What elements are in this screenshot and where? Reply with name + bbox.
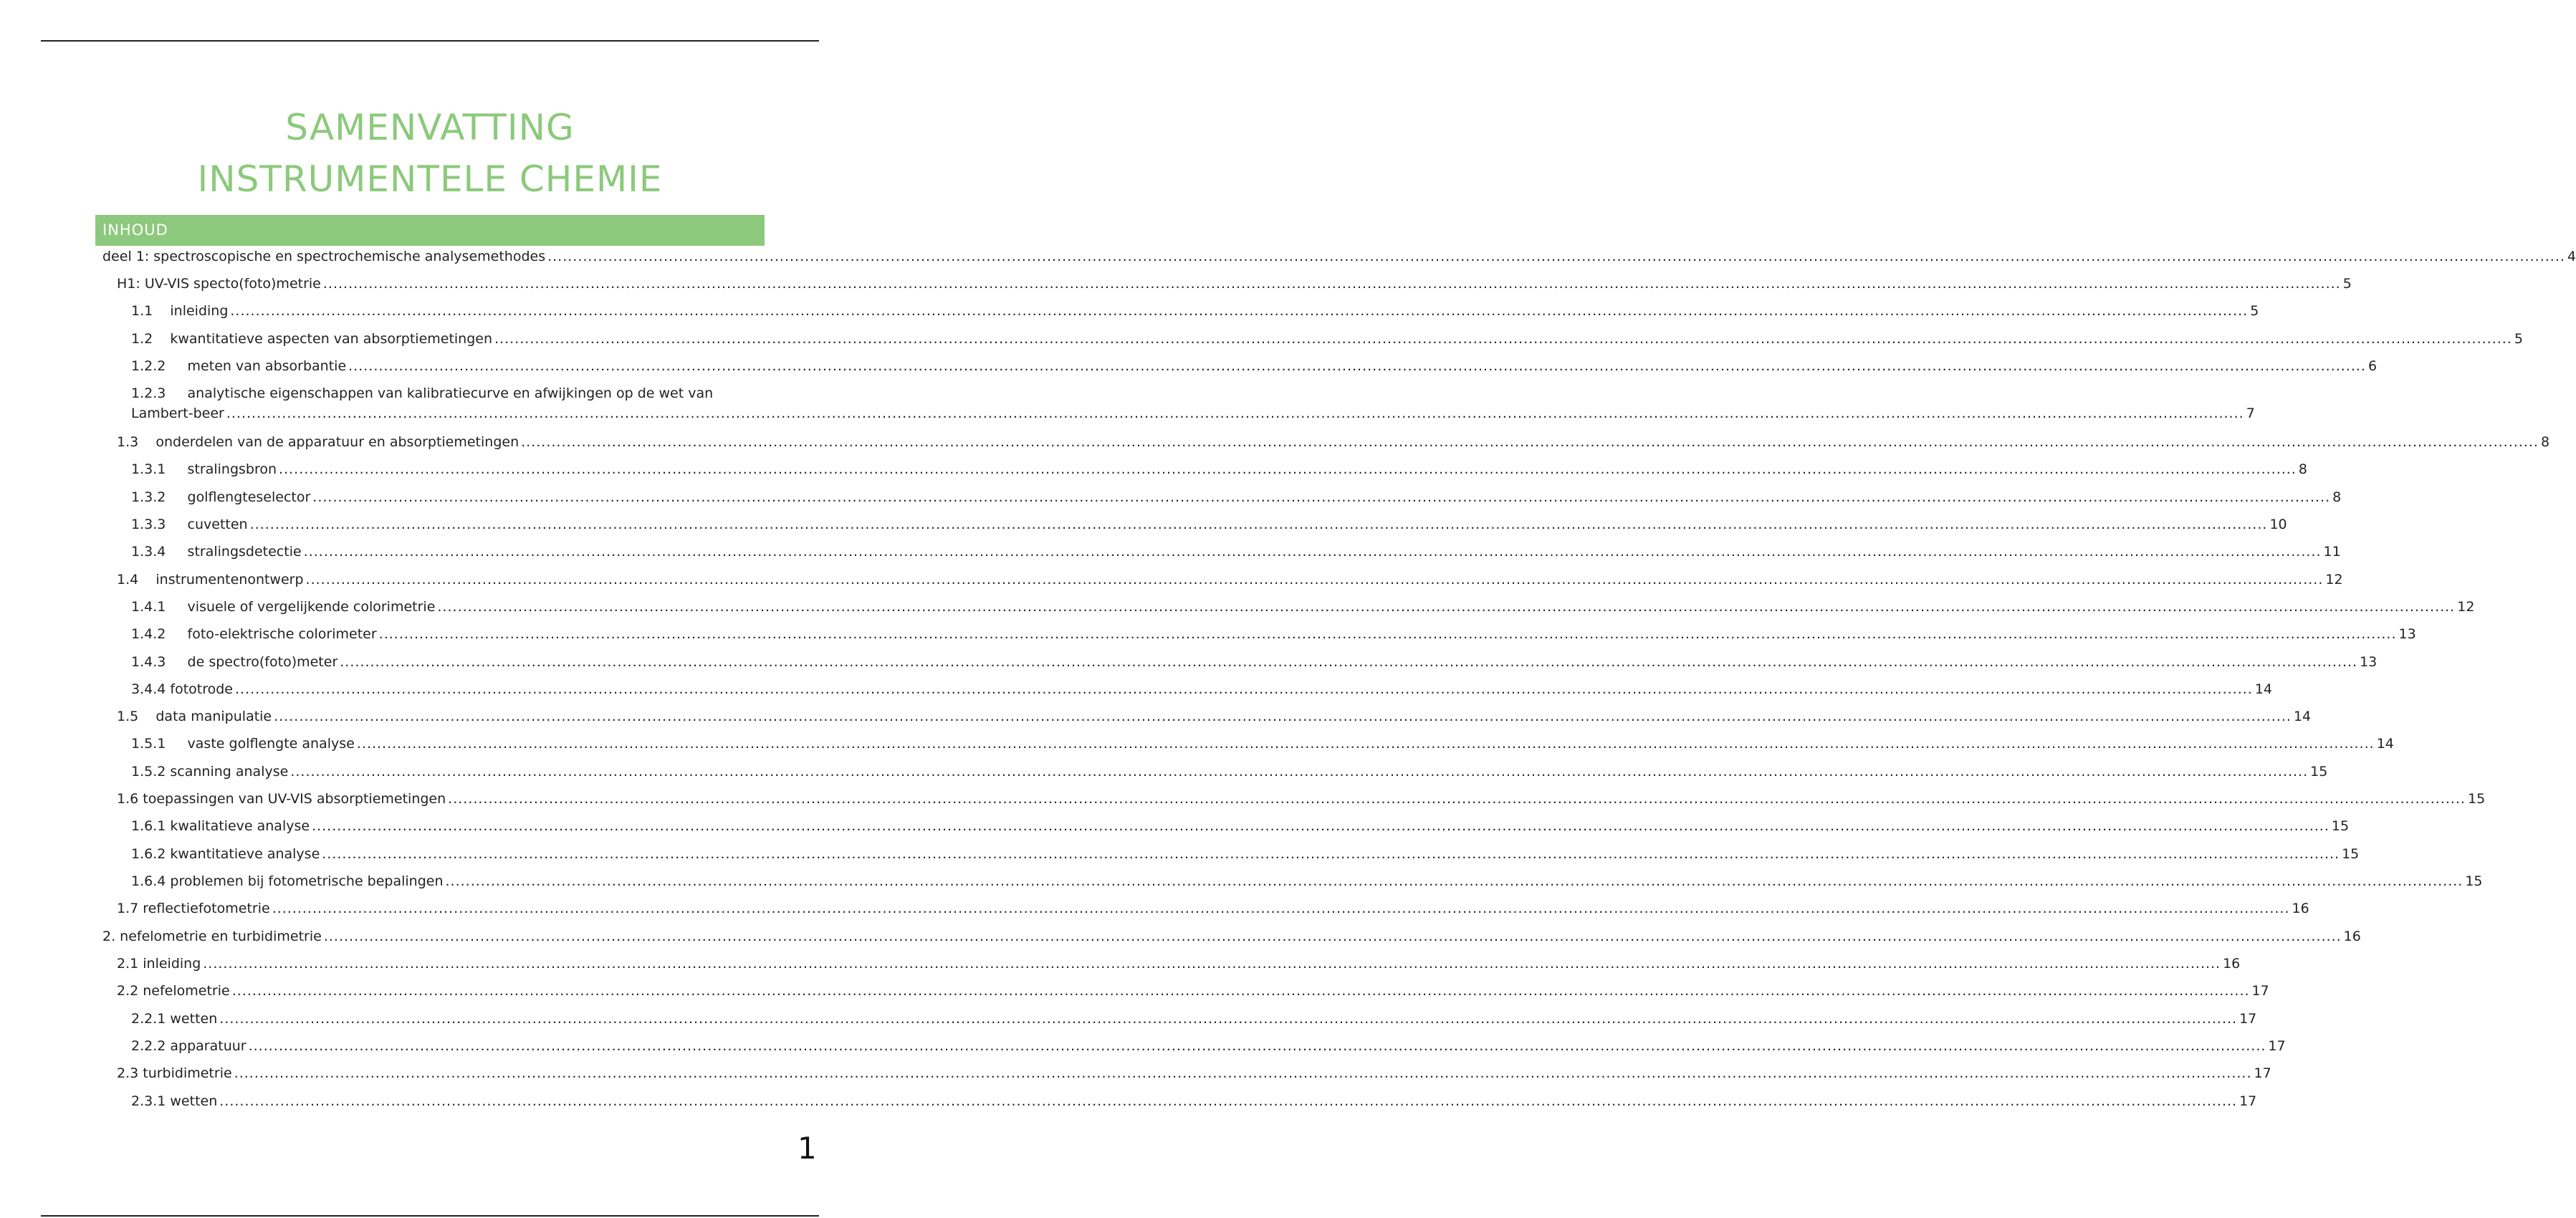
- toc-leader-dots: ................................................................................................................................................................................................................................................................................................................................................................................................................: [521, 434, 2539, 450]
- toc-entry-text: 2.1 inleiding: [117, 956, 201, 972]
- toc-page-number: 6: [2367, 358, 2378, 374]
- toc-entry-text: 3.4.4 fototrode: [131, 681, 233, 697]
- toc-entry[interactable]: [117, 1065, 2271, 1081]
- toc-leader-dots: ................................................................................................................................................................................................................................................................................................................................................................................................................: [231, 983, 2250, 999]
- toc-page-number: 17: [2251, 983, 2269, 999]
- title-line-1: SAMENVATTING: [285, 107, 575, 148]
- bottom-rule: [41, 1215, 819, 1217]
- toc-leader-dots: ................................................................................................................................................................................................................................................................................................................................................................................................................: [248, 1038, 2266, 1054]
- toc-entry-text: 1.2 kwantitatieve aspecten van absorptiemetingen: [131, 331, 493, 347]
- toc-entry[interactable]: [131, 303, 2259, 319]
- toc-entry-text: 1.3 onderdelen van de apparatuur en absorptiemetingen: [117, 434, 519, 450]
- toc-entry-text: 1.4.1 visuele of vergelijkende colorimetrie: [131, 599, 436, 615]
- toc-entry[interactable]: [117, 901, 2309, 916]
- toc-entry[interactable]: [117, 791, 2486, 807]
- toc-page-number: 10: [2269, 517, 2287, 532]
- toc-entry-text: 1.4.2 foto-elektrische colorimeter: [131, 626, 377, 642]
- toc-entry[interactable]: [131, 846, 2360, 862]
- toc-page-number: 14: [2254, 681, 2273, 697]
- title-line-2: INSTRUMENTELE CHEMIE: [197, 158, 663, 200]
- toc-header: INHOUD: [95, 215, 765, 246]
- toc-page-number: 7: [2246, 406, 2255, 421]
- toc-entry-text: 2.2.1 wetten: [131, 1011, 218, 1027]
- toc-entry[interactable]: [131, 489, 2342, 505]
- toc-leader-dots: ................................................................................................................................................................................................................................................................................................................................................................................................................: [249, 517, 2268, 532]
- toc-page-number: 12: [2325, 572, 2343, 588]
- toc-entry[interactable]: [131, 406, 2255, 421]
- toc-page-number: 8: [2540, 434, 2550, 450]
- toc-page-number: 13: [2398, 626, 2416, 642]
- toc-page-number: 5: [2250, 303, 2259, 319]
- toc-entry[interactable]: [131, 654, 2378, 670]
- toc-entry-text: 1.6.4 problemen bij fotometrische bepalingen: [131, 873, 444, 889]
- toc-leader-dots: ................................................................................................................................................................................................................................................................................................................................................................................................................: [226, 406, 2244, 421]
- toc-page-number: 12: [2457, 599, 2475, 615]
- toc-leader-dots: ................................................................................................................................................................................................................................................................................................................................................................................................................: [494, 331, 2512, 347]
- toc-entry[interactable]: [117, 709, 2312, 724]
- toc-entry-text: 1.6.2 kwantitatieve analyse: [131, 846, 320, 862]
- toc-page-number: 16: [2292, 901, 2309, 916]
- toc-leader-dots: ................................................................................................................................................................................................................................................................................................................................................................................................................: [322, 276, 2341, 292]
- toc-page-number: 14: [2376, 736, 2394, 752]
- toc-entry-text: 1.5.1 vaste golflengte analyse: [131, 736, 355, 752]
- toc-entry-text: 1.2.3 analytische eigenschappen van kalibratiecurve en afwijkingen op de wet van: [131, 385, 714, 401]
- toc-page-number: 16: [2343, 929, 2361, 944]
- toc-leader-dots: ................................................................................................................................................................................................................................................................................................................................................................................................................: [437, 599, 2456, 615]
- toc-entry[interactable]: [131, 764, 2328, 780]
- toc-leader-dots: ................................................................................................................................................................................................................................................................................................................................................................................................................: [274, 709, 2292, 724]
- toc-entry-continuation: Lambert-beer: [131, 406, 224, 421]
- toc-entry-text: 1.7 reflectiefotometrie: [117, 901, 270, 916]
- toc-page-number: 8: [2298, 461, 2307, 477]
- toc-entry[interactable]: [131, 1038, 2286, 1054]
- toc-entry[interactable]: [131, 818, 2350, 834]
- toc-leader-dots: ................................................................................................................................................................................................................................................................................................................................................................................................................: [219, 1011, 2238, 1027]
- toc-leader-dots: ................................................................................................................................................................................................................................................................................................................................................................................................................: [340, 654, 2358, 670]
- toc-entry[interactable]: [117, 276, 2352, 292]
- toc-leader-dots: ................................................................................................................................................................................................................................................................................................................................................................................................................: [305, 572, 2324, 588]
- toc-page-number: 17: [2239, 1011, 2257, 1027]
- toc-entry[interactable]: [131, 1093, 2257, 1109]
- toc-entry[interactable]: [117, 572, 2343, 588]
- toc-entry[interactable]: [131, 626, 2416, 642]
- toc-entry[interactable]: [131, 736, 2394, 752]
- toc-entry-text: 1.4.3 de spectro(foto)meter: [131, 654, 338, 670]
- toc-entry[interactable]: [117, 983, 2269, 999]
- toc-page-number: 15: [2465, 873, 2483, 889]
- toc-leader-dots: ................................................................................................................................................................................................................................................................................................................................................................................................................: [322, 846, 2340, 862]
- toc-entry-text: 2. nefelometrie en turbidimetrie: [102, 929, 322, 944]
- toc-entry-text: 1.5.2 scanning analyse: [131, 764, 289, 780]
- toc-entry[interactable]: [117, 956, 2241, 972]
- toc-entry-text: 2.2 nefelometrie: [117, 983, 230, 999]
- toc-entry-text: H1: UV-VIS specto(foto)metrie: [117, 276, 321, 292]
- toc-page-number: 5: [2342, 276, 2352, 292]
- toc-entry[interactable]: [131, 517, 2287, 532]
- toc-leader-dots: ................................................................................................................................................................................................................................................................................................................................................................................................................: [290, 764, 2309, 780]
- toc-entry[interactable]: [131, 331, 2523, 347]
- toc-entry-text: 1.3.4 stralingsdetectie: [131, 544, 302, 560]
- toc-entry[interactable]: [131, 1011, 2257, 1027]
- toc-entry-text: 1.6.1 kwalitatieve analyse: [131, 818, 310, 834]
- toc-entry[interactable]: [117, 434, 2550, 450]
- toc-entry[interactable]: [102, 249, 2576, 264]
- toc-page-number: 17: [2254, 1065, 2271, 1081]
- toc-leader-dots: ................................................................................................................................................................................................................................................................................................................................................................................................................: [312, 818, 2330, 834]
- toc-page-number: 15: [2342, 846, 2360, 862]
- toc-entry-text: 2.3 turbidimetrie: [117, 1065, 232, 1081]
- toc-leader-dots: ................................................................................................................................................................................................................................................................................................................................................................................................................: [378, 626, 2397, 642]
- toc-leader-dots: ................................................................................................................................................................................................................................................................................................................................................................................................................: [279, 461, 2297, 477]
- toc-entry-text: 1.3.1 stralingsbron: [131, 461, 277, 477]
- toc-entry[interactable]: [131, 599, 2475, 615]
- toc-entry[interactable]: [131, 873, 2483, 889]
- toc-page-number: 17: [2239, 1093, 2257, 1109]
- toc-entry-text: 1.3.2 golflengteselector: [131, 489, 311, 505]
- toc-entry[interactable]: [131, 544, 2341, 560]
- toc-leader-dots: ................................................................................................................................................................................................................................................................................................................................................................................................................: [272, 901, 2290, 916]
- toc-leader-dots: ................................................................................................................................................................................................................................................................................................................................................................................................................: [303, 544, 2322, 560]
- toc-entry-text: 2.2.2 apparatuur: [131, 1038, 246, 1054]
- toc-page-number: 16: [2223, 956, 2241, 972]
- toc-entry[interactable]: [102, 929, 2361, 944]
- toc-leader-dots: ................................................................................................................................................................................................................................................................................................................................................................................................................: [230, 303, 2249, 319]
- toc-leader-dots: ................................................................................................................................................................................................................................................................................................................................................................................................................: [312, 489, 2331, 505]
- toc-leader-dots: ................................................................................................................................................................................................................................................................................................................................................................................................................: [547, 249, 2565, 264]
- toc-entry[interactable]: [131, 461, 2307, 477]
- toc-entry-text: 1.1 inleiding: [131, 303, 229, 319]
- toc-page-number: 8: [2332, 489, 2342, 505]
- toc-entry[interactable]: [131, 681, 2273, 697]
- toc-leader-dots: ................................................................................................................................................................................................................................................................................................................................................................................................................: [348, 358, 2366, 374]
- toc-leader-dots: ................................................................................................................................................................................................................................................................................................................................................................................................................: [448, 791, 2466, 807]
- toc-page-number: 15: [2331, 818, 2350, 834]
- toc-entry[interactable]: [131, 358, 2378, 374]
- page-number: 1: [798, 1131, 817, 1166]
- toc-page-number: 17: [2268, 1038, 2286, 1054]
- toc-leader-dots: ................................................................................................................................................................................................................................................................................................................................................................................................................: [234, 1065, 2252, 1081]
- toc-page-number: 15: [2310, 764, 2328, 780]
- toc-page-number: 13: [2360, 654, 2378, 670]
- toc-page-number: 5: [2514, 331, 2523, 347]
- top-rule: [41, 40, 819, 42]
- toc-leader-dots: ................................................................................................................................................................................................................................................................................................................................................................................................................: [203, 956, 2221, 972]
- toc-entry-text: deel 1: spectroscopische en spectrochemische analysemethodes: [102, 249, 546, 264]
- toc-entry-text: 1.2.2 meten van absorbantie: [131, 358, 347, 374]
- toc-page-number: 14: [2293, 709, 2312, 724]
- toc-page-number: 4: [2567, 249, 2576, 264]
- toc-page-number: 11: [2323, 544, 2341, 560]
- toc-leader-dots: ................................................................................................................................................................................................................................................................................................................................................................................................................: [356, 736, 2375, 752]
- toc-entry-text: 1.3.3 cuvetten: [131, 517, 248, 532]
- toc-leader-dots: ................................................................................................................................................................................................................................................................................................................................................................................................................: [219, 1093, 2238, 1109]
- toc-leader-dots: ................................................................................................................................................................................................................................................................................................................................................................................................................: [323, 929, 2342, 944]
- toc-page-number: 15: [2467, 791, 2486, 807]
- toc-entry-text: 1.4 instrumentenontwerp: [117, 572, 304, 588]
- toc-leader-dots: ................................................................................................................................................................................................................................................................................................................................................................................................................: [445, 873, 2464, 889]
- toc-leader-dots: ................................................................................................................................................................................................................................................................................................................................................................................................................: [235, 681, 2253, 697]
- toc-entry-text: 1.5 data manipulatie: [117, 709, 272, 724]
- toc-entry-text: 1.6 toepassingen van UV-VIS absorptiemetingen: [117, 791, 446, 807]
- toc-entry-text: 2.3.1 wetten: [131, 1093, 218, 1109]
